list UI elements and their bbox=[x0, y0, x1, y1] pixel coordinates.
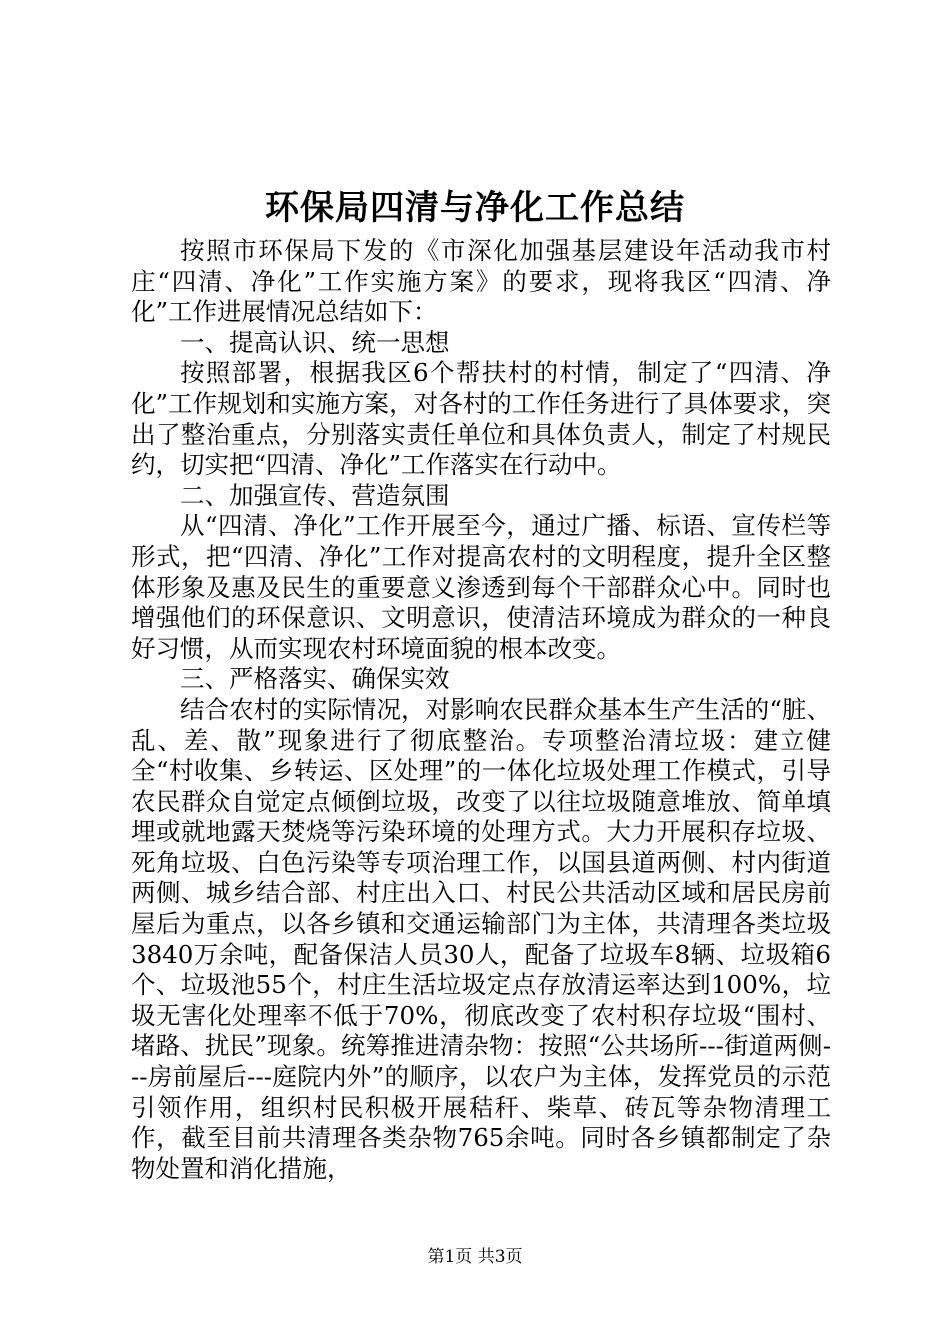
document-body bbox=[131, 236, 831, 1184]
intro-paragraph: 按照市环保局下发的《市深化加强基层建设年活动我市村庄“四清、净化”工作实施方案》的要求，现将我区“四清、净化”工作进展情况总结如下： bbox=[131, 236, 831, 327]
section-heading-3: 三、严格落实、确保实效 bbox=[180, 664, 450, 694]
document-title: 环保局四清与净化工作总结 bbox=[265, 188, 685, 228]
section-paragraph-3: 结合农村的实际情况，对影响农民群众基本生产生活的“脏、乱、差、散”现象进行了彻底整治。专项整治清垃圾：建立健全“村收集、乡转运、区处理”的一体化垃圾处理工作模式，引导农民群众自觉定点倾倒垃圾，改变了以往垃圾随意堆放、简单填埋或就地露天焚烧等污染环境的处理方式。大力开展积存垃圾、死角垃圾、白色污染等专项治理工作，以国县道两侧、村内街道两侧、城乡结合部、村庄出入口、村民公共活动区域和居民房前屋后为重点，以各乡镇和交通运输部门为主体，共清理各类垃圾3840万余吨，配备保洁人员30人，配备了垃圾车8辆、垃圾箱6个、垃圾池55个，村庄生活垃圾定点存放清运率达到100%，垃圾无害化处理率不低于70%，彻底改变了农村积存垃圾“围村、堵路、扰民”现象。统筹推进清杂物：按照“公共场所---街道两侧---房前屋后---庭院内外”的顺序，以农户为主体，发挥党员的示范引领作用，组织村民积极开展秸秆、柴草、砖瓦等杂物清理工作，截至目前共清理各类杂物765余吨。同时各乡镇都制定了杂物处置和消化措施， bbox=[131, 694, 831, 1183]
page-footer: 第1页 共3页 bbox=[427, 1247, 523, 1267]
section-heading-2: 二、加强宣传、营造氛围 bbox=[180, 480, 450, 510]
section-paragraph-1: 按照部署，根据我区6个帮扶村的村情，制定了“四清、净化”工作规划和实施方案，对各村的工作任务进行了具体要求，突出了整治重点，分别落实责任单位和具体负责人，制定了村规民约，切实把“四清、净化”工作落实在行动中。 bbox=[131, 358, 831, 480]
section-heading-1: 一、提高认识、统一思想 bbox=[180, 327, 450, 357]
section-paragraph-2: 从“四清、净化”工作开展至今，通过广播、标语、宣传栏等形式，把“四清、净化”工作对提高农村的文明程度，提升全区整体形象及惠及民生的重要意义渗透到每个干部群众心中。同时也增强他们的环保意识、文明意识，使清洁环境成为群众的一种良好习惯，从而实现农村环境面貌的根本改变。 bbox=[131, 511, 831, 663]
